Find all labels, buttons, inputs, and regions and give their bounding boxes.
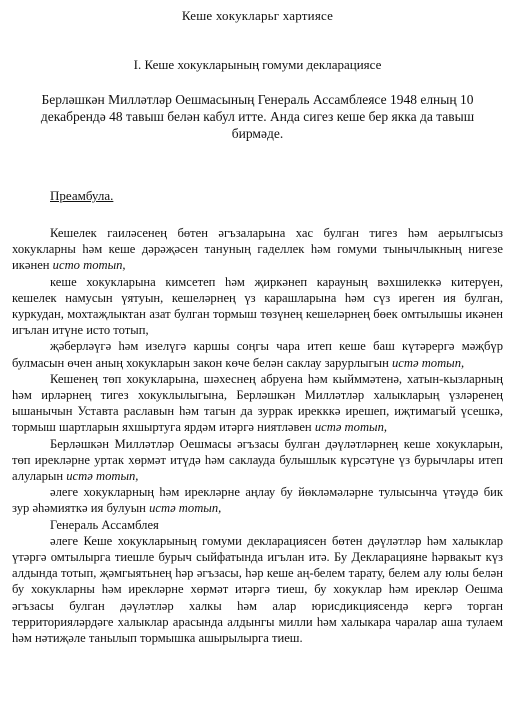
final-paragraph: әлеге Кеше хокукларының гомуми декларациясен бөтен дәүләтләр һәм халыклар үтәргә омтылырга тиешле бурыч сыйфатында игълан итә. Бу Декларацияне һәрвакыт күз алдында тотып, җәмгыятьнең һәр әгъзасы, һәр кеше аң-белем тарату, белем алу юлы белән бу хокукларны һәм ирекләрне хөрмәт итәргә тиеш, бу хокуклар һәм ирекләр Оешма әгъзасы булган дәүләтләр халкы һәм алар юрисдикциясендә кергә торган территорияләрдәге халыклар арасында алдынгы милли һәм халыкара чаралар аша тулаем һәм нәтиҗәле танылып тормышка ашырылырга тиеш. xyxy=(12,533,503,646)
paragraph-conclusion: истә тотып, xyxy=(63,469,139,484)
preamble-heading-text: Преамбула. xyxy=(50,188,114,203)
paragraph-5 xyxy=(12,436,503,485)
document-title: Кеше хокукларьг хартиясе xyxy=(181,8,334,23)
paragraph-text: җәберләүгә һәм изелүгә каршы соңгы чара итеп кеше баш күтәрергә мәҗбүр булмасын өчен аның хокукларын закон көче белән саклау зарурлыгын xyxy=(12,339,503,370)
section-title: I. Кеше хокукларының гомуми декларациясе xyxy=(133,57,382,72)
paragraph-conclusion: истә тотып, xyxy=(145,501,222,516)
document-body xyxy=(12,225,503,646)
paragraph-text: Берләшкән Милләтләр Оешмасы әгъзасы булган дәүләтләрнең кеше хокукларын, төп ирекләрне уртак хөрмәт итүдә һәм саклауда булышлык күрсәтүне үз бурычлары итеп алуларын xyxy=(12,436,503,484)
paragraph-conclusion: истә тотып, xyxy=(388,355,465,370)
paragraph-text: Кешелек гаиләсенең бөтен әгъзаларына хас булган тигез һәм аерылгысыз хокукларны һәм кеше дәрәҗәсен тануның гаделлек һәм гомуми тынычлыкның нигезе икәнен xyxy=(12,226,503,273)
paragraph-2 xyxy=(12,274,503,339)
paragraph-3 xyxy=(12,338,503,370)
paragraph-conclusion: исто тотып, xyxy=(49,258,126,273)
paragraph-text: Кешенең төп хокукларына, шәхеснең абруена һәм кыйммәтенә, хатын-кызларның һәм ирләрнең тигез хокуклылыгына, Берләшкән Милләтләр халыкларың үзләренең ышанычын Уставта раславын һәм тагын да зуррак ирекккә ирешеп, иҗтимагый үсешкә, тормыш шартларын яхшыртуга ярдәм итәргә ниятләвен xyxy=(12,371,503,435)
preamble-heading xyxy=(50,188,503,204)
paragraph-conclusion: истә тотып, xyxy=(311,420,388,435)
paragraph-text: әлеге хокукларның һәм ирекләрне аңлау бу йөкләмәләрне тулысынча үтәүдә бик зур әһәмияткә ия булуын xyxy=(12,485,503,516)
intro-text: Берләшкән Милләтләр Оешмасының Генераль Ассамблеясе 1948 елның 10 декабрендә 48 тавыш белән кабул итте. Анда сигез кеше бер якка да тавыш бирмәде. xyxy=(40,92,475,141)
paragraph-1 xyxy=(12,225,503,274)
paragraph-4 xyxy=(12,371,503,436)
assembly-label: Генераль Ассамблея xyxy=(50,517,159,532)
paragraph-text: кеше хокукларына кимсетеп һәм җиркәнеп карауның вәхшилеккә китерүен, кешелек намусын үятуын, кешеләрнең үз карашларына һәм сүз иреген ия булган, куркудан, мохтаҗлыктан азат булган тормыш төзүнең кешеләрнең бөек омтылышы икәнен игълан итүне исто тотып, xyxy=(12,274,503,338)
paragraph-6 xyxy=(12,484,503,516)
